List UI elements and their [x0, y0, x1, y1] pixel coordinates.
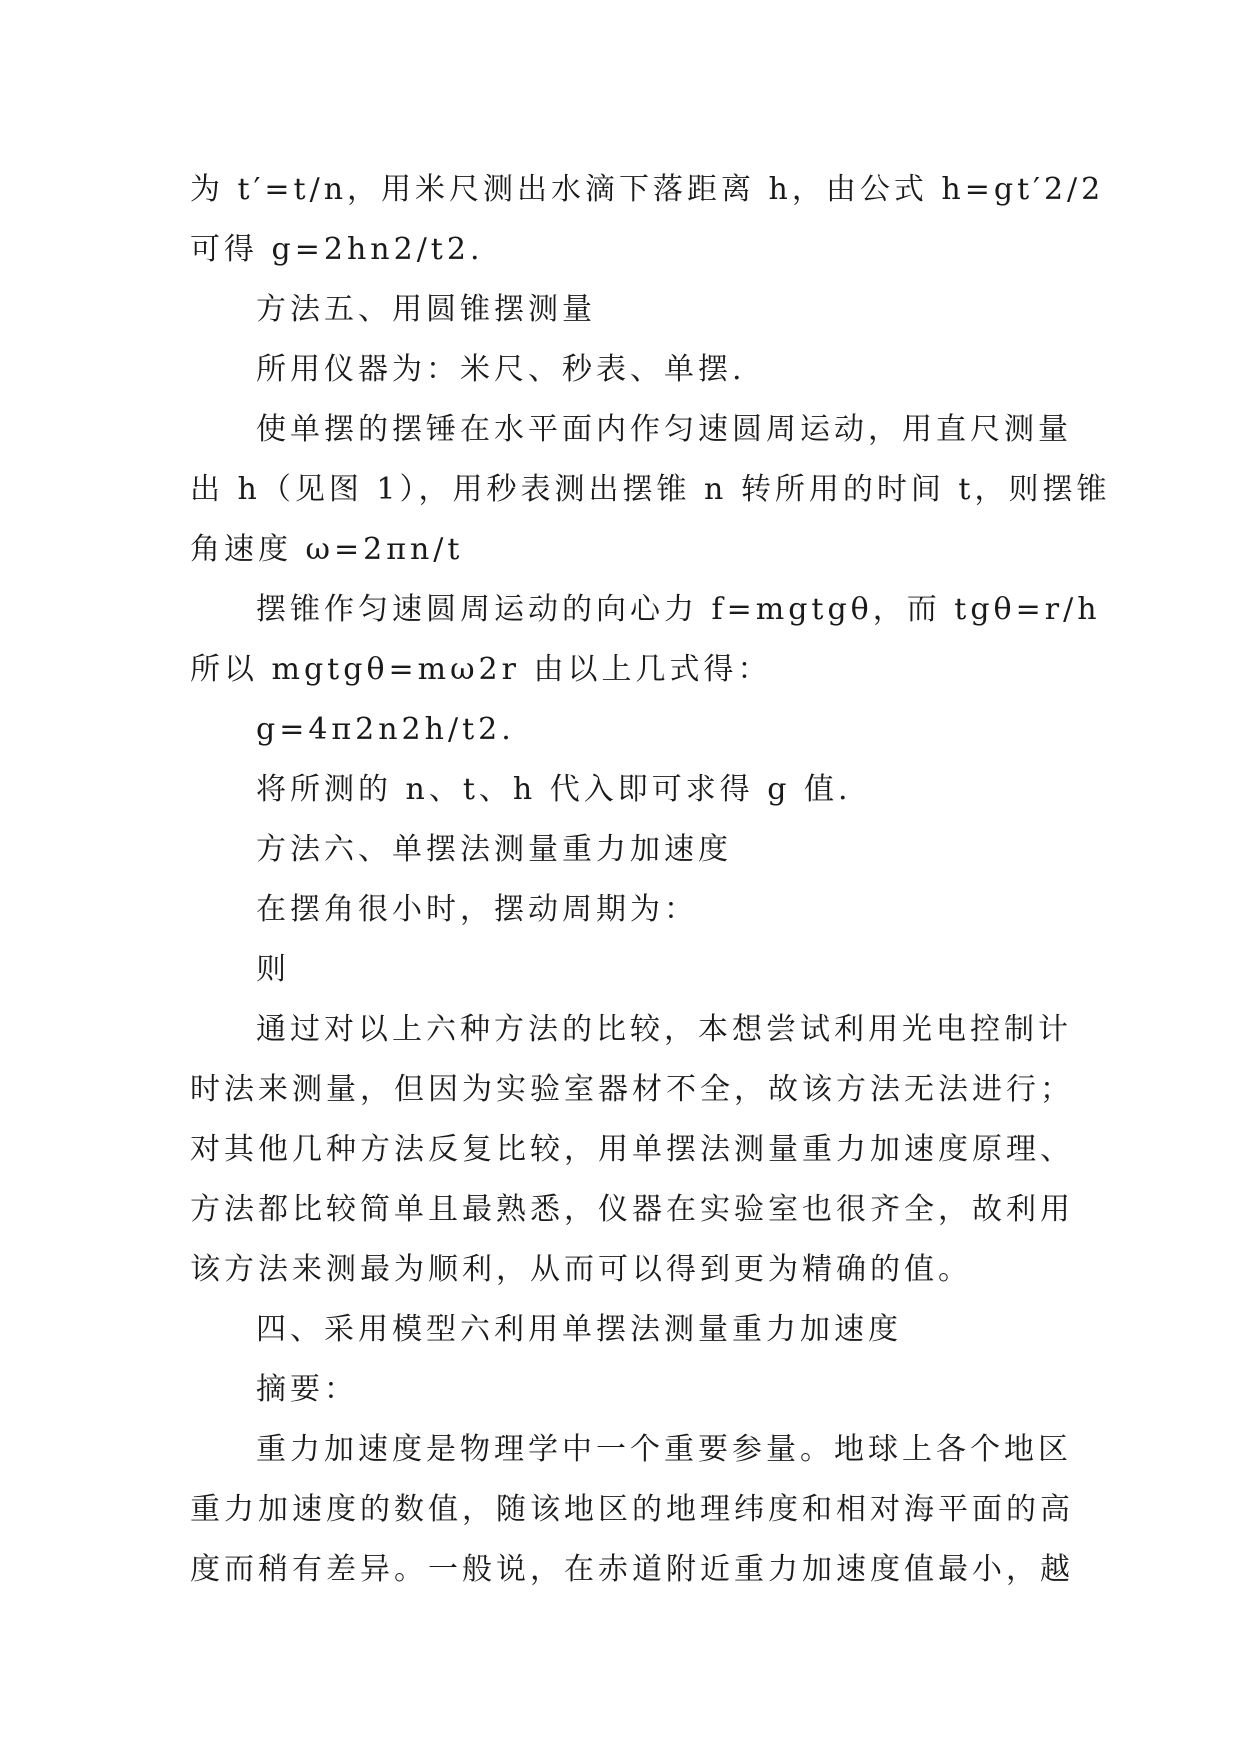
- text-line: 使单摆的摆锤在水平面内作匀速圆周运动，用直尺测量: [256, 412, 1072, 447]
- section-heading: 方法五、用圆锥摆测量: [256, 292, 596, 327]
- text-line: 在摆角很小时，摆动周期为：: [256, 892, 698, 927]
- text-line: 可得 g=2hn2/t2.: [190, 232, 484, 267]
- text-line: 则: [256, 952, 290, 987]
- text-line: 角速度 ω=2πn/t: [190, 532, 464, 567]
- text-line: 出 h（见图 1），用秒表测出摆锥 n 转所用的时间 t，则摆锥: [190, 472, 1111, 507]
- text-line: 为 t′=t/n，用米尺测出水滴下落距离 h，由公式 h=gt′2/2: [190, 172, 1105, 207]
- document-body: [190, 160, 1111, 1600]
- text-line: 所用仪器为：米尺、秒表、单摆.: [256, 352, 746, 387]
- text-line: 方法都比较简单且最熟悉，仪器在实验室也很齐全，故利用: [190, 1192, 1074, 1227]
- section-heading: 四、采用模型六利用单摆法测量重力加速度: [256, 1312, 902, 1347]
- text-line: 通过对以上六种方法的比较，本想尝试利用光电控制计: [256, 1012, 1072, 1047]
- section-heading: 方法六、单摆法测量重力加速度: [256, 832, 732, 867]
- text-line: 该方法来测最为顺利，从而可以得到更为精确的值。: [190, 1252, 972, 1287]
- text-line: 对其他几种方法反复比较，用单摆法测量重力加速度原理、: [190, 1132, 1074, 1167]
- text-line: 重力加速度的数值，随该地区的地理纬度和相对海平面的高: [190, 1492, 1074, 1527]
- formula-line: g=4π2n2h/t2.: [256, 712, 515, 747]
- text-line: 重力加速度是物理学中一个重要参量。地球上各个地区: [256, 1432, 1072, 1467]
- text-line: 摆锥作匀速圆周运动的向心力 f=mgtgθ，而 tgθ=r/h: [256, 592, 1101, 627]
- text-line: 所以 mgtgθ=mω2r 由以上几式得：: [190, 652, 772, 687]
- abstract-label: 摘要：: [256, 1372, 358, 1407]
- text-line: 度而稍有差异。一般说，在赤道附近重力加速度值最小，越: [190, 1552, 1074, 1587]
- text-line: 将所测的 n、t、h 代入即可求得 g 值.: [256, 772, 852, 807]
- text-line: 时法来测量，但因为实验室器材不全，故该方法无法进行；: [190, 1072, 1074, 1107]
